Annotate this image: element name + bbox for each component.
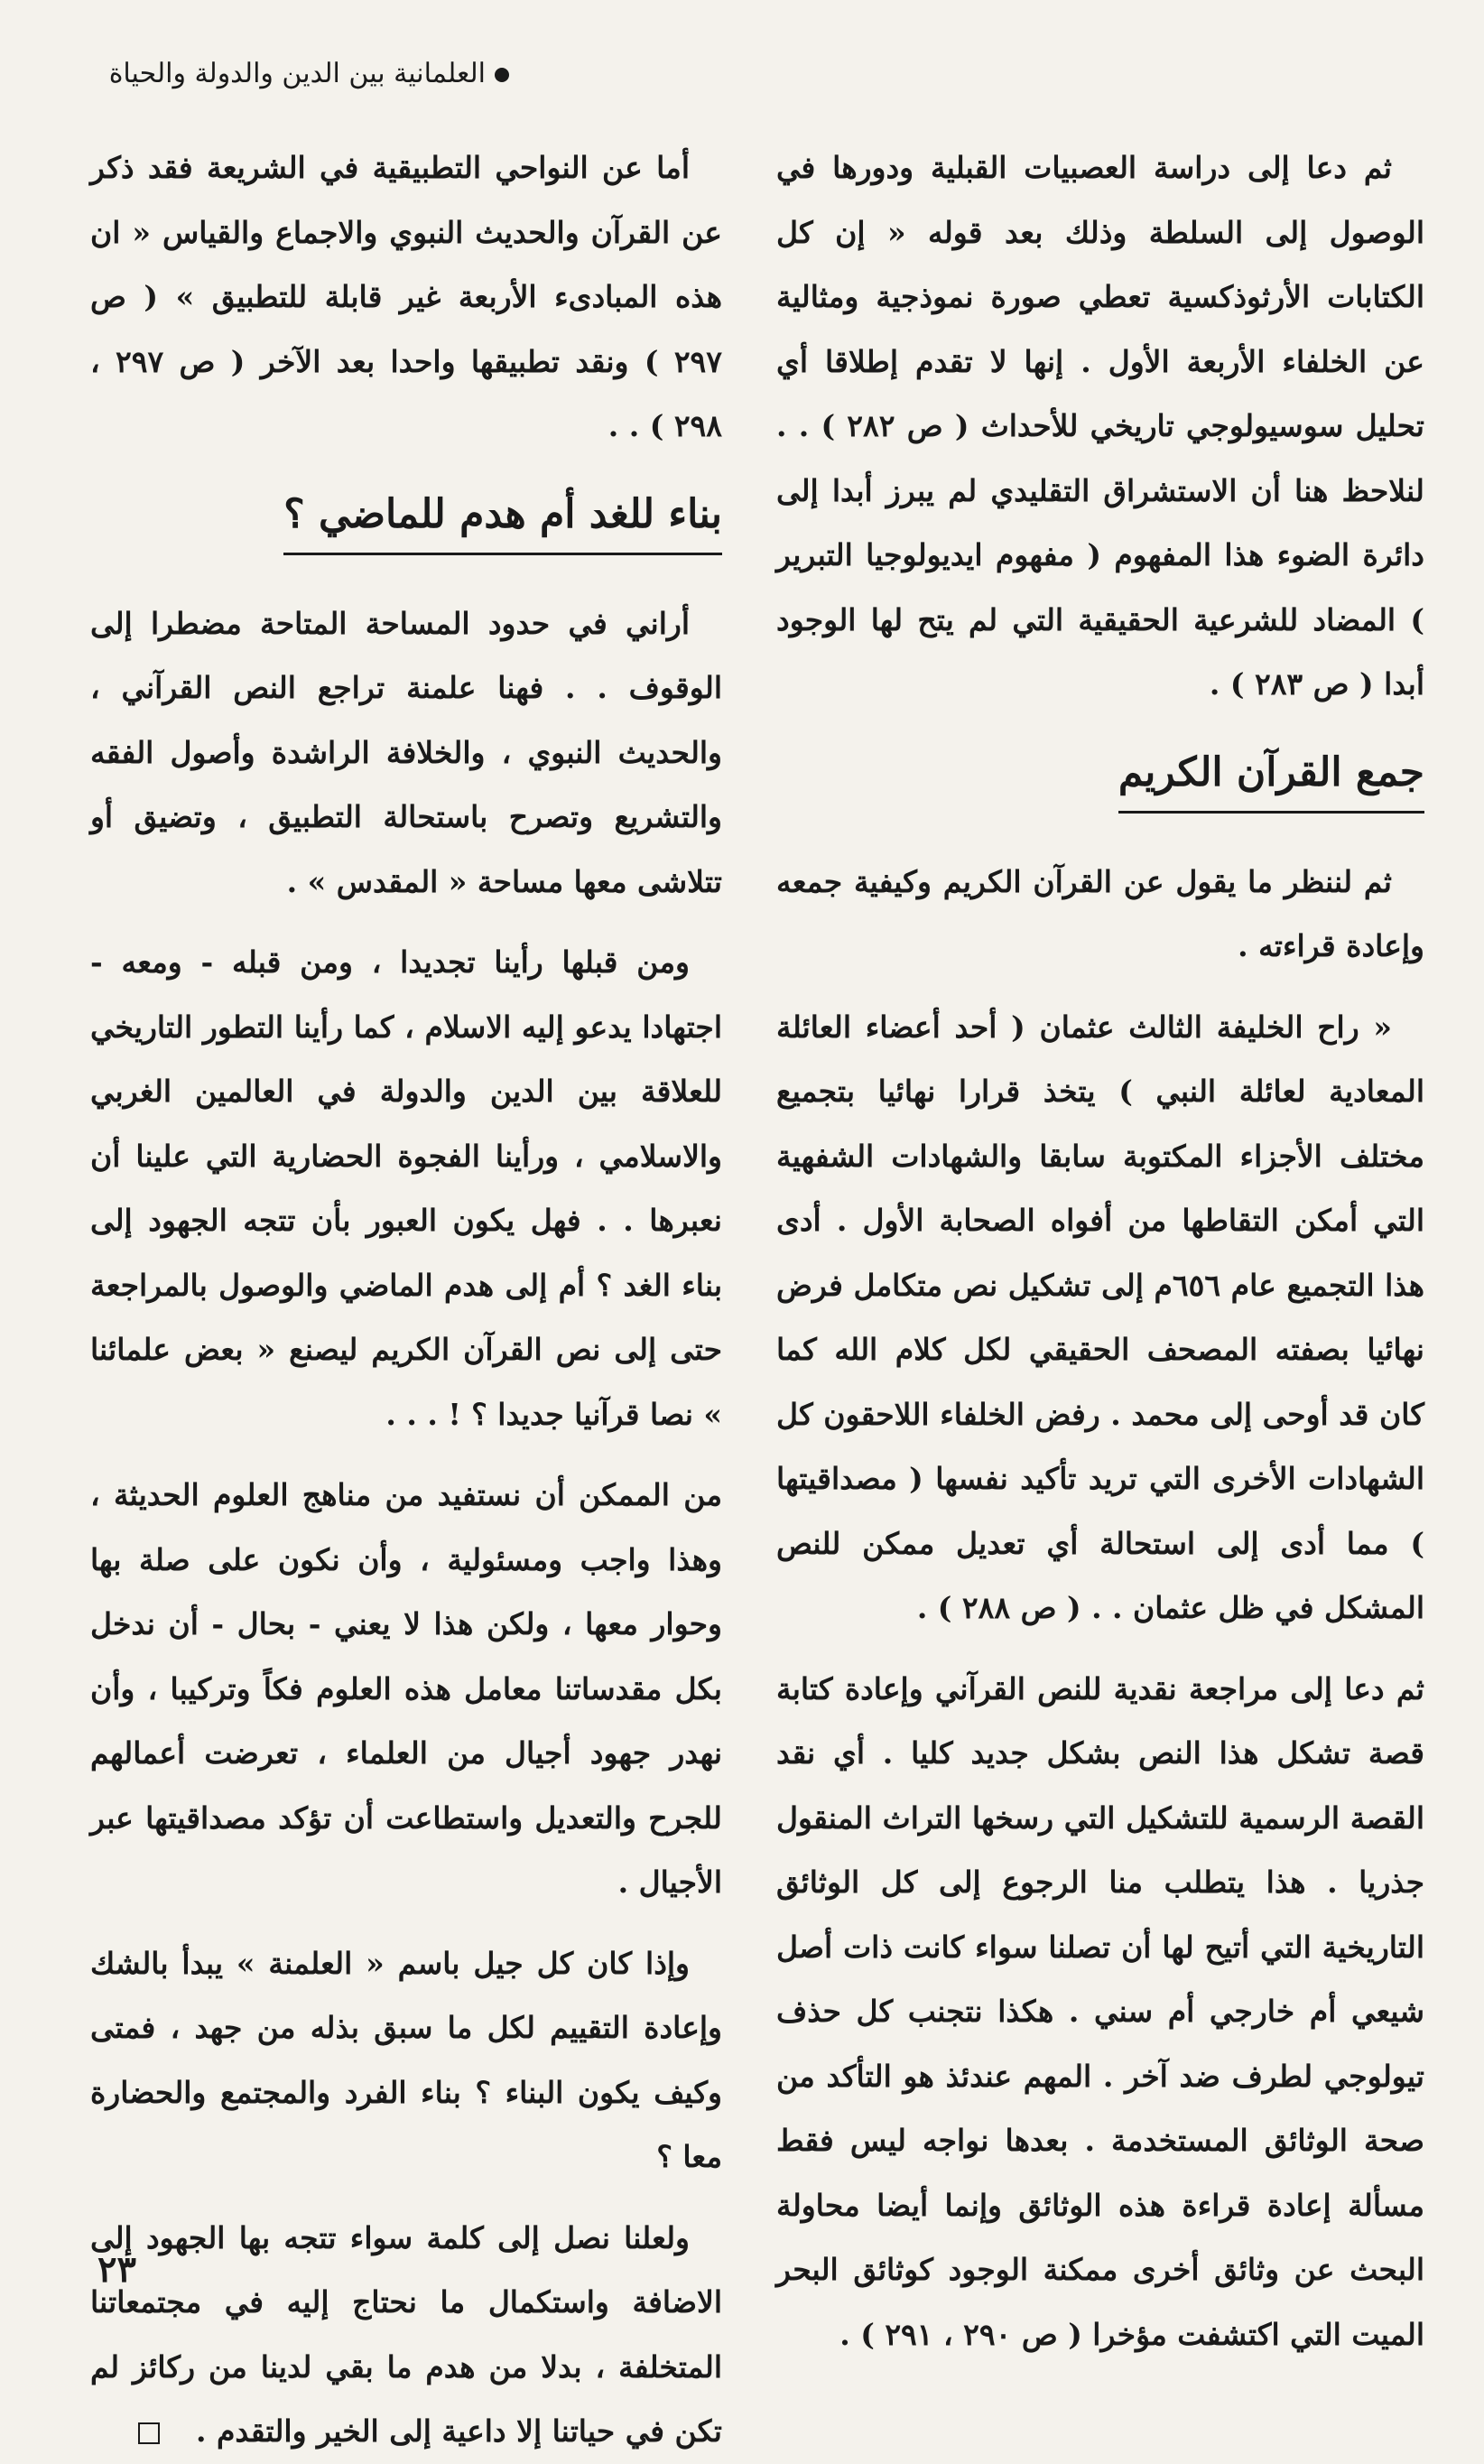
paragraph: ثم لننظر ما يقول عن القرآن الكريم وكيفية جمعه وإعادة قراءته . xyxy=(776,863,1424,963)
closing-text: ولعلنا نصل إلى كلمة سواء تتجه بها الجهود إلى الاضافة واستكمال ما نحتاج إليه في مجتمعاتنا المتخلفة ، بدلا من هدم ما بقي لدينا من ركائز لم تكن في حياتنا إلا داعية إلى الخير والتقدم . xyxy=(90,2219,722,2449)
page-number: ٢٣ xyxy=(97,2248,136,2291)
running-header-title: العلمانية بين الدين والدولة والحياة xyxy=(108,58,486,89)
left-column xyxy=(90,135,722,2464)
closing-paragraph xyxy=(90,2206,722,2464)
running-header xyxy=(22,56,509,92)
bullet-icon xyxy=(495,68,509,82)
paragraph: من الممكن أن نستفيد من مناهج العلوم الحديثة ، وهذا واجب ومسئولية ، وأن نكون على صلة بها وحوار معها ، ولكن هذا لا يعني - بحال - أن ندخل بكل مقدساتنا معامل هذه العلوم فكاً وتركيبا ، وأن نهدر جهود أجيال من العلماء ، تعرضت أعمالهم للجرح والتعديل واستطاعت أن تؤكد مصداقيتها عبر الأجيال . xyxy=(90,1477,722,1900)
paragraph: ثم دعا إلى مراجعة نقدية للنص القرآني وإعادة كتابة قصة تشكل هذا النص بشكل جديد كليا . أي نقد القصة الرسمية للتشكيل التي رسخها التراث المنقول جذريا . هذا يتطلب منا الرجوع إلى كل الوثائق التاريخية التي أتيح لها أن تصلنا سواء كانت ذات أصل شيعي أم خارجي أم سني . هكذا نتجنب كل حذف تيولوجي لطرف ضد آخر . المهم عندئذ هو التأكد من صحة الوثائق المستخدمة . بعدها نواجه ليس فقط مسألة إعادة قراءة هذه الوثائق وإنما أيضا محاولة البحث عن وثائق أخرى ممكنة الوجود كوثائق البحر الميت التي اكتشفت مؤخرا ( ص ٢٩٠ ، ٢٩١ ) . xyxy=(776,1670,1424,2352)
section-heading: جمع القرآن الكريم xyxy=(1118,739,1424,814)
paragraph: وإذا كان كل جيل باسم « العلمنة » يبدأ بالشك وإعادة التقييم لكل ما سبق بذله من جهد ، فمتى وكيف يكون البناء ؟ بناء الفرد والمجتمع والحضارة معا ؟ xyxy=(90,1945,722,2174)
section-heading-wrap xyxy=(776,726,1424,837)
quote-paragraph: « راح الخليفة الثالث عثمان ( أحد أعضاء العائلة المعادية لعائلة النبي ) يتخذ قرارا نهائيا بتجميع مختلف الأجزاء المكتوبة سابقا والشهادات الشفهية التي أمكن التقاطها من أفواه الصحابة الأول . أدى هذا التجميع عام ٦٥٦م إلى تشكيل نص متكامل فرض نهائيا بصفته المصحف الحقيقي لكل كلام الله كما كان قد أوحى إلى محمد . رفض الخلفاء اللاحقون كل الشهادات الأخرى التي تريد تأكيد نفسها ( مصداقيتها ) مما أدى إلى استحالة أي تعديل ممكن للنص المشكل في ظل عثمان . . ( ص ٢٨٨ ) . xyxy=(776,1009,1424,1625)
end-of-article-icon xyxy=(138,2422,160,2444)
paragraph: أما عن النواحي التطبيقية في الشريعة فقد ذكر عن القرآن والحديث النبوي والاجماع والقياس « ان هذه المبادىء الأربعة غير قابلة للتطبيق » ( ص ٢٩٧ ) ونقد تطبيقها واحدا بعد الآخر ( ص ٢٩٧ ، ٢٩٨ ) . . xyxy=(90,150,723,443)
paragraph: ثم دعا إلى دراسة العصبيات القبلية ودورها في الوصول إلى السلطة وذلك بعد قوله « إن كل الكتابات الأرثوذكسية تعطي صورة نموذجية ومثالية عن الخلفاء الأربعة الأول . إنها لا تقدم إطلاقا أي تحليل سوسيولوجي تاريخي للأحداث ( ص ٢٨٢ ) . . لنلاحظ هنا أن الاستشراق التقليدي لم يبرز أبدا إلى دائرة الضوء هذا المفهوم ( مفهوم ايديولوجيا التبرير ) المضاد للشرعية الحقيقية التي لم يتح لها الوجود أبدا ( ص ٢٨٣ ) . xyxy=(776,150,1424,702)
section-heading-wrap xyxy=(90,468,722,579)
paragraph: ومن قبلها رأينا تجديدا ، ومن قبله - ومعه - اجتهادا يدعو إليه الاسلام ، كما رأينا التطور التاريخي للعلاقة بين الدين والدولة في العالمين الغربي والاسلامي ، ورأينا الفجوة الحضارية التي علينا أن نعبرها . . فهل يكون العبور بأن تتجه الجهود إلى بناء الغد ؟ أم إلى هدم الماضي والوصول بالمراجعة حتى إلى نص القرآن الكريم ليصنع « بعض علمائنا » نصا قرآنيا جديدا ؟ ! . . . xyxy=(90,944,722,1432)
section-heading: بناء للغد أم هدم للماضي ؟ xyxy=(283,480,722,555)
paragraph: أراني في حدود المساحة المتاحة مضطرا إلى الوقوف . . فهنا علمنة تراجع النص القرآني ، والحديث النبوي ، والخلافة الراشدة وأصول الفقه والتشريع وتصرح باستحالة التطبيق ، وتضيق أو تتلاشى معها مساحة « المقدس » . xyxy=(90,605,722,899)
right-column xyxy=(776,135,1424,2366)
